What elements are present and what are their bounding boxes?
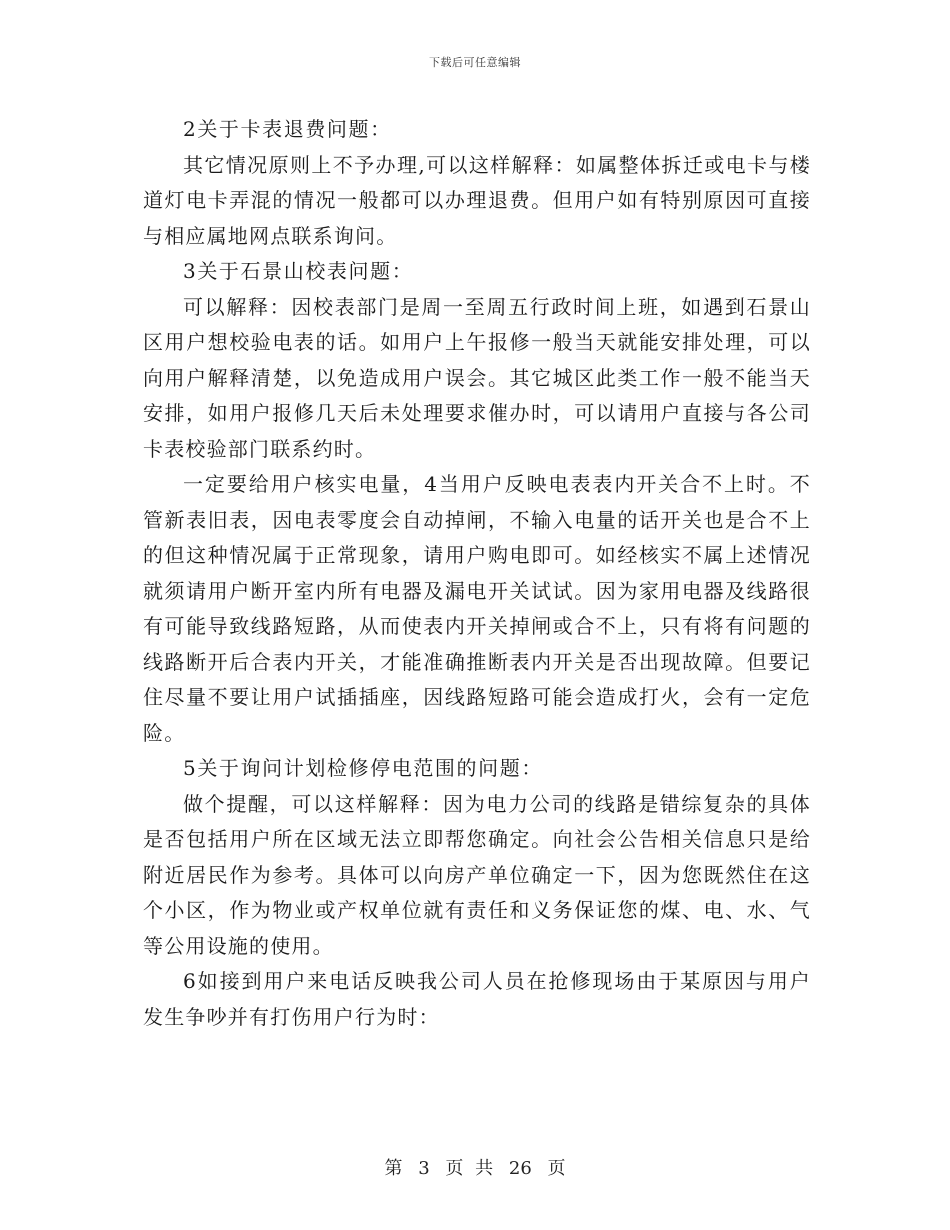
paragraph: 可以解释：因校表部门是周一至周五行政时间上班，如遇到石景山区用户想校验电表的话。如用户上午报修一般当天就能安排处理，可以向用户解释清楚，以免造成用户误会。其它城区此类工作一般不能当天安排，如用户报修几天后未处理要求催办时，可以请用户直接与各公司卡表校验部门联系约时。 [143,294,811,461]
footer-prefix: 第 [384,1158,403,1179]
page-header: 下载后可任意编辑 [429,56,521,69]
footer-suffix: 页 [547,1158,566,1179]
section-heading-2: 2关于卡表退费问题： [183,117,392,141]
paragraph: 做个提醒，可以这样解释：因为电力公司的线路是错综复杂的具体是否包括用户所在区域无法立即帮您确定。向社会公告相关信息只是给附近居民作为参考。具体可以向房产单位确定一下，因为您既然住在这个小区，作为物业或产权单位就有责任和义务保证您的煤、电、水、气等公用设施的使用。 [143,791,811,958]
section-heading-5: 5关于询问计划检修停电范围的问题： [183,756,543,780]
section-heading-6: 6如接到用户来电话反映我公司人员在抢修现场由于某原因与用户发生争吵并有打伤用户行为时： [143,969,811,1029]
current-page-number: 3 [418,1158,430,1179]
total-page-count: 26 [508,1158,532,1179]
footer-middle: 页 共 [445,1158,494,1179]
paragraph: 其它情况原则上不予办理,可以这样解释：如属整体拆迁或电卡与楼道灯电卡弄混的情况一般都可以办理退费。但用户如有特别原因可直接与相应属地网点联系询问。 [143,152,811,248]
paragraph: 一定要给用户核实电量，4当用户反映电表表内开关合不上时。不管新表旧表，因电表零度会自动掉闸，不输入电量的话开关也是合不上的但这种情况属于正常现象，请用户购电即可。如经核实不属上述情况就须请用户断开室内所有电器及漏电开关试试。因为家用电器及线路很有可能导致线路短路，从而使表内开关掉闸或合不上，只有将有问题的线路断开后合表内开关，才能准确推断表内开关是否出现故障。但要记住尽量不要让用户试插插座，因线路短路可能会造成打火，会有一定危险。 [143,472,811,745]
document-body [143,112,811,1035]
page-footer [0,1154,950,1180]
section-heading-3: 3关于石景山校表问题： [183,259,414,283]
